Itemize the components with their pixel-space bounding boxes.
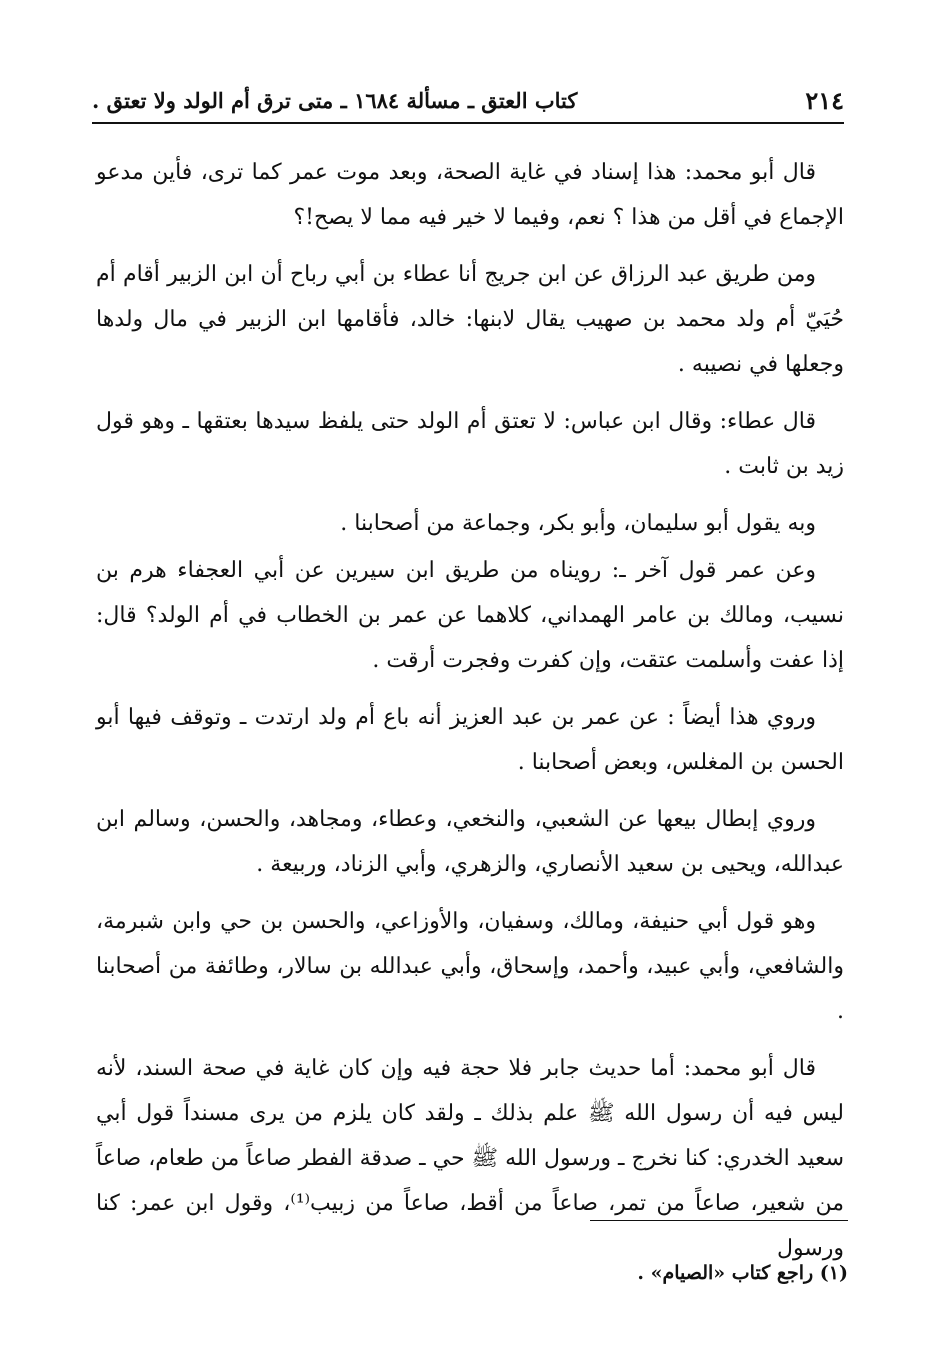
paragraph: قال عطاء: وقال ابن عباس: لا تعتق أم الولد حتى يلفظ سيدها بعتقها ـ وهو قول زيد بن ثابت . — [96, 409, 844, 479]
paragraph: وهو قول أبي حنيفة، ومالك، وسفيان، والأوزاعي، والحسن بن حي وابن شبرمة، والشافعي، وأبي عبيد، وأحمد، وإسحاق، وأبي عبدالله بن سالار، وطائفة من أصحابنا . — [96, 909, 844, 1024]
page-header — [92, 78, 844, 124]
paragraph: وبه يقول أبو سليمان، وأبو بكر، وجماعة من أصحابنا . — [340, 511, 816, 536]
footnote-divider — [590, 1220, 848, 1221]
paragraph: وروي هذا أيضاً : عن عمر بن عبد العزيز أنه باع أم ولد ارتدت ـ وتوقف فيها أبو الحسن بن المغلس، وبعض أصحابنا . — [96, 705, 844, 775]
paragraph: قال أبو محمد: هذا إسناد في غاية الصحة، وبعد موت عمر كما ترى، فأين مدعو الإجماع في أقل من هذا ؟ نعم، وفيما لا خير فيه مما لا يصح!؟ — [96, 160, 844, 230]
body-text — [96, 150, 844, 1283]
paragraph: قال أبو محمد: أما حديث جابر فلا حجة فيه وإن كان غاية في صحة السند، لأنه ليس فيه أن رسول الله ﷺ علم بذلك ـ ولقد كان يلزم من يرى مسنداً قول أبي سعيد الخدري: كنا نخرج ـ ورسول الله ﷺ حي ـ صدقة الفطر صاعاً من طعام، صاعاً من شعير، صاعاً من تمر، صاعاً من أقط، صاعاً من زبيب⁽¹⁾، وقول ابن عمر: كنا ورسول — [96, 1056, 844, 1261]
paragraph: وروي إبطال بيعها عن الشعبي، والنخعي، وعطاء، ومجاهد، والحسن، وسالم ابن عبدالله، ويحيى بن سعيد الأنصاري، والزهري، وأبي الزناد، وربيعة . — [96, 807, 844, 877]
footnote: (١) راجع كتاب «الصيام» . — [637, 1262, 848, 1284]
page-number: ٢١٤ — [805, 85, 844, 115]
paragraph: وعن عمر قول آخر ـ: رويناه من طريق ابن سيرين عن أبي العجفاء هرم بن نسيب، ومالك بن عامر الهمداني، كلاهما عن عمر بن الخطاب في أم الولد؟ قال: إذا عفت وأسلمت عتقت، وإن كفرت وفجرت أرقت . — [96, 558, 844, 673]
paragraph: ومن طريق عبد الرزاق عن ابن جريج أنا عطاء بن أبي رباح أن ابن الزبير أقام أم حُيَيّ أم ولد محمد بن صهيب يقال لابنها: خالد، فأقامها ابن الزبير في مال ولدها وجعلها في نصيبه . — [96, 262, 844, 377]
running-title: كتاب العتق ـ مسألة ١٦٨٤ ـ متى ترق أم الولد ولا تعتق . — [92, 87, 578, 113]
